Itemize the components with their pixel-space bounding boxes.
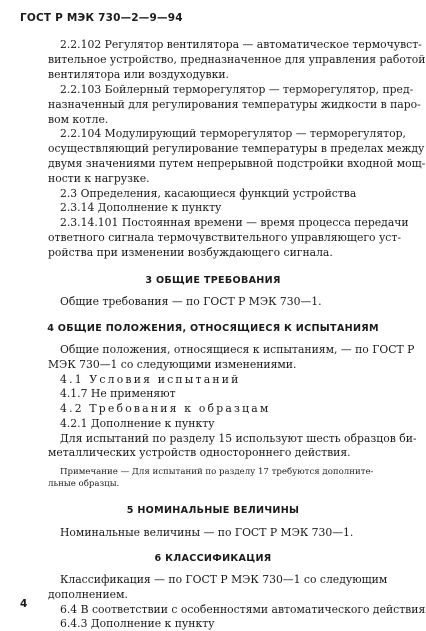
note-line: льные образцы.: [48, 479, 120, 489]
text-line: 2.2.102 Регулятор вентилятора — автоматическое термочувст-: [60, 38, 422, 51]
text-line: вентилятора или воздуходувки.: [48, 68, 229, 81]
text-line: 6.4.3 Дополнение к пункту: [60, 617, 215, 630]
text-line: ности к нагрузке.: [48, 172, 150, 185]
text-line: ройства при изменении возбуждающего сигнала.: [48, 246, 333, 259]
text-line: ответного сигнала термочувствительного управляющего уст-: [48, 231, 401, 244]
text-line: вительное устройство, предназначенное для управления работой: [48, 53, 426, 66]
text-line: дополнением.: [48, 588, 128, 601]
text-line: осуществляющий регулирование температуры в пределах между: [48, 142, 425, 155]
section-heading: 5 НОМИНАЛЬНЫЕ ВЕЛИЧИНЫ: [126, 505, 300, 516]
text-line: назначенный для регулирования температуры жидкости в паро-: [48, 98, 421, 111]
text-line: 4.1 Условия испытаний: [60, 373, 241, 386]
text-line: 4.2 Требования к образцам: [60, 402, 271, 415]
section-heading: 6 КЛАССИФИКАЦИЯ: [154, 553, 272, 564]
text-line: Классификация — по ГОСТ Р МЭК 730—1 со следующим: [60, 573, 388, 586]
section-heading: 3 ОБЩИЕ ТРЕБОВАНИЯ: [145, 275, 281, 286]
section-heading: 4 ОБЩИЕ ПОЛОЖЕНИЯ, ОТНОСЯЩИЕСЯ К ИСПЫТАНИЯМ: [47, 323, 379, 334]
text-line: 2.3.14.101 Постоянная времени — время процесса передачи: [60, 216, 409, 229]
text-line: металлических устройств одностороннего действия.: [48, 446, 351, 459]
text-line: Общие положения, относящиеся к испытаниям, — по ГОСТ Р: [60, 343, 415, 356]
text-line: вом котле.: [48, 113, 109, 126]
text-line: Общие требования — по ГОСТ Р МЭК 730—1.: [60, 295, 322, 308]
page-number: 4: [20, 598, 28, 610]
text-line: Для испытаний по разделу 15 используют шесть образцов би-: [60, 432, 417, 445]
text-line: 6.4 В соответствии с особенностями автоматического действия: [60, 603, 426, 616]
text-line: 2.2.103 Бойлерный терморегулятор — терморегулятор, пред-: [60, 83, 414, 96]
text-line: 2.2.104 Модулирующий терморегулятор — терморегулятор,: [60, 127, 406, 140]
text-line: двумя значениями путем непрерывной подстройки входной мощ-: [48, 157, 426, 170]
note-line: Примечание — Для испытаний по разделу 17 требуются дополните-: [60, 467, 374, 477]
text-line: Номинальные величины — по ГОСТ Р МЭК 730—1.: [60, 526, 354, 539]
text-line: 2.3 Определения, касающиеся функций устройства: [60, 187, 357, 200]
text-line: МЭК 730—1 со следующими изменениями.: [48, 358, 297, 371]
running-header: ГОСТ Р МЭК 730—2—9—94: [20, 12, 183, 24]
text-line: 4.1.7 Не применяют: [60, 387, 176, 400]
text-line: 4.2.1 Дополнение к пункту: [60, 417, 215, 430]
text-line: 2.3.14 Дополнение к пункту: [60, 201, 222, 214]
